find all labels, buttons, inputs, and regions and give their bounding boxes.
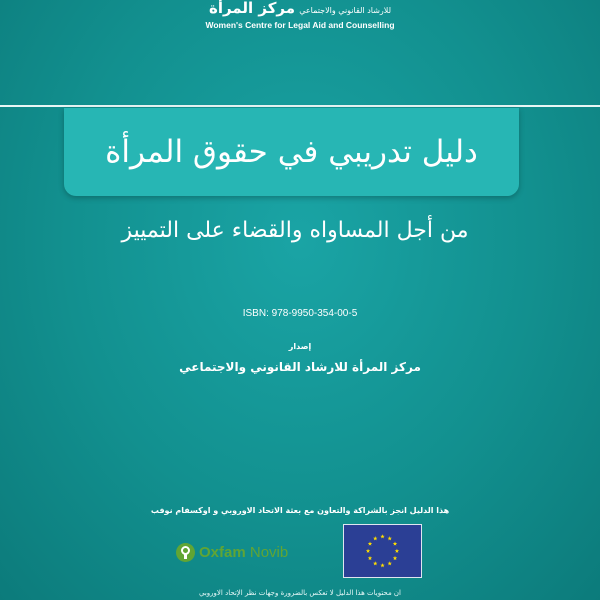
isbn-number: ISBN: 978-9950-354-00-5 xyxy=(242,308,358,319)
eu-star xyxy=(373,561,377,565)
eu-star xyxy=(373,536,377,540)
cover-title: دليل تدريبي في حقوق المرأة xyxy=(105,134,478,170)
org-name-english: Women's Centre for Legal Aid and Counselling xyxy=(205,20,395,30)
eu-star xyxy=(368,541,372,545)
publisher-name: مركز المرأة للارشاد القانوني والاجتماعي xyxy=(179,360,421,374)
oxfam-logo-icon xyxy=(176,543,195,562)
oxfam-novib-name: Novib xyxy=(249,543,289,561)
title-banner xyxy=(64,108,519,196)
eu-star xyxy=(388,536,392,540)
eu-disclaimer: ان محتويات هذا الدليل لا تعكس بالضرورة وجهات نظر الإتحاد الاوروبي xyxy=(198,589,402,597)
oxfam-name: Oxfam xyxy=(199,543,246,561)
cover-subtitle: من أجل المساواه والقضاء على التمييز xyxy=(121,218,469,243)
org-header xyxy=(0,0,600,40)
oxfam-wordmark xyxy=(199,544,288,561)
org-logo-arabic xyxy=(0,0,600,19)
eu-star xyxy=(395,549,399,553)
eu-star xyxy=(380,534,384,538)
eu-star xyxy=(393,541,397,545)
header-divider xyxy=(0,105,600,107)
org-logo-arabic-sub: للارشاد القانوني والاجتماعي xyxy=(299,6,392,15)
eu-flag-icon xyxy=(343,524,422,578)
oxfam-novib-logo xyxy=(176,541,288,563)
partnership-statement: هذا الدليل انجز بالشراكة والتعاون مع بعثة الاتحاد الاوروبي و اوكسفام نوفب xyxy=(150,506,450,515)
eu-star xyxy=(388,561,392,565)
eu-star xyxy=(380,563,384,567)
org-logo-arabic-main: مركز المرأة xyxy=(208,0,296,17)
eu-star xyxy=(366,549,370,553)
issued-by-label: إصدار xyxy=(288,342,312,351)
eu-star xyxy=(368,556,372,560)
eu-star xyxy=(393,556,397,560)
eu-stars-ring xyxy=(344,525,421,577)
